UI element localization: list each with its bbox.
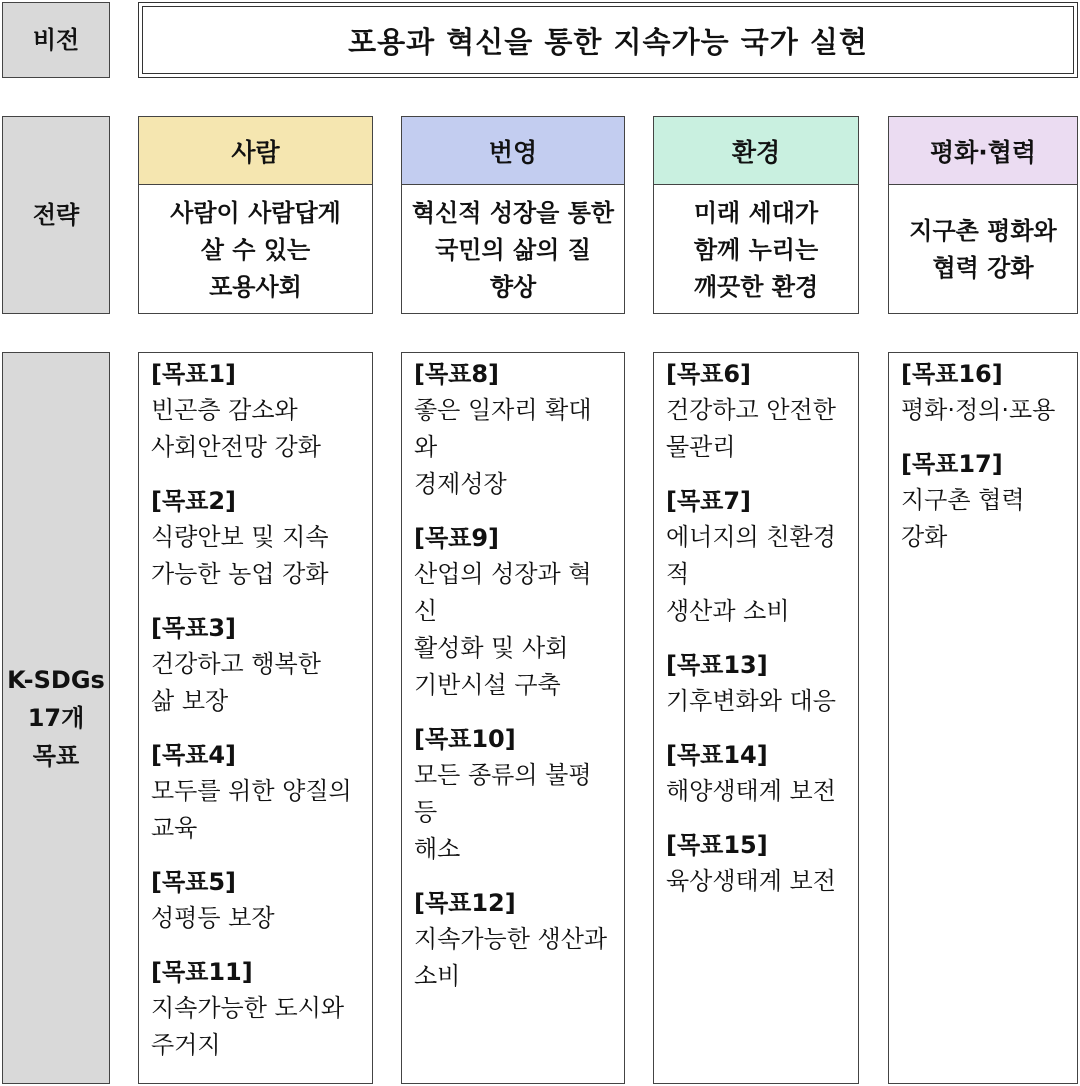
goal-text: 건강하고 안전한 물관리	[666, 396, 836, 461]
goals-column-people	[138, 352, 373, 1084]
goal-text: 모든 종류의 불평등 해소	[414, 761, 592, 863]
goal-label: [목표11]	[151, 958, 253, 986]
goals-row-label: K-SDGs 17개 목표	[2, 352, 110, 1084]
goal-item	[666, 356, 848, 466]
vision-row-label: 비전	[2, 2, 110, 78]
goal-item	[901, 446, 1067, 556]
goal-label: [목표6]	[666, 360, 752, 388]
goal-text: 건강하고 행복한 삶 보장	[151, 650, 321, 715]
goal-item	[414, 885, 614, 995]
goal-item	[666, 737, 848, 810]
strategy-peace	[888, 116, 1078, 314]
goal-item	[151, 610, 362, 720]
goal-label: [목표13]	[666, 651, 768, 679]
strategy-prosperity-title: 번영	[402, 117, 624, 185]
goal-text: 기후변화와 대응	[666, 687, 836, 715]
strategy-prosperity-desc: 혁신적 성장을 통한 국민의 삶의 질 향상	[411, 198, 615, 301]
strategy-planet-title: 환경	[654, 117, 858, 185]
goal-text: 모두를 위한 양질의 교육	[151, 777, 352, 842]
goal-item	[414, 721, 614, 868]
goal-label: [목표2]	[151, 487, 237, 515]
goal-text: 해양생태계 보전	[666, 777, 836, 805]
strategy-planet	[653, 116, 859, 314]
goal-item	[151, 483, 362, 593]
goal-label: [목표14]	[666, 741, 768, 769]
goal-text: 지속가능한 도시와 주거지	[151, 994, 345, 1059]
goal-label: [목표1]	[151, 360, 237, 388]
vision-text: 포용과 혁신을 통한 지속가능 국가 실현	[142, 6, 1074, 74]
goal-label: [목표12]	[414, 889, 516, 917]
goal-item	[151, 954, 362, 1064]
goal-item	[414, 520, 614, 704]
strategy-peace-title: 평화·협력	[889, 117, 1077, 185]
goal-text: 산업의 성장과 혁신 활성화 및 사회 기반시설 구축	[414, 560, 592, 699]
goal-text: 좋은 일자리 확대와 경제성장	[414, 396, 592, 498]
goal-label: [목표5]	[151, 868, 237, 896]
goal-label: [목표15]	[666, 831, 768, 859]
goal-text: 육상생태계 보전	[666, 867, 836, 895]
strategy-row-label: 전략	[2, 116, 110, 314]
goals-column-peace	[888, 352, 1078, 1084]
strategy-planet-desc: 미래 세대가 함께 누리는 깨끗한 환경	[693, 198, 819, 301]
goal-item	[414, 356, 614, 503]
strategy-people-title: 사람	[139, 117, 372, 185]
goal-text: 지구촌 협력 강화	[901, 486, 1025, 551]
vision-box	[138, 2, 1078, 78]
goal-text: 성평등 보장	[151, 904, 275, 932]
goal-item	[151, 356, 362, 466]
goal-label: [목표4]	[151, 741, 237, 769]
strategy-peace-desc: 지구촌 평화와 협력 강화	[909, 217, 1057, 282]
goal-text: 평화·정의·포용	[901, 396, 1056, 424]
goal-label: [목표3]	[151, 614, 237, 642]
goal-item	[151, 864, 362, 937]
goal-text: 지속가능한 생산과 소비	[414, 925, 608, 990]
goal-label: [목표10]	[414, 725, 516, 753]
strategy-people-desc: 사람이 사람답게 살 수 있는 포용사회	[170, 198, 341, 301]
goal-item	[901, 356, 1067, 429]
goal-text: 에너지의 친환경적 생산과 소비	[666, 523, 836, 625]
strategy-people	[138, 116, 373, 314]
goal-item	[151, 737, 362, 847]
goal-label: [목표17]	[901, 450, 1003, 478]
goals-column-prosperity	[401, 352, 625, 1084]
strategy-prosperity	[401, 116, 625, 314]
goal-label: [목표9]	[414, 524, 500, 552]
goal-label: [목표8]	[414, 360, 500, 388]
goal-text: 빈곤층 감소와 사회안전망 강화	[151, 396, 321, 461]
goal-item	[666, 647, 848, 720]
goal-label: [목표7]	[666, 487, 752, 515]
goal-label: [목표16]	[901, 360, 1003, 388]
goals-column-planet	[653, 352, 859, 1084]
goal-item	[666, 483, 848, 630]
goal-text: 식량안보 및 지속 가능한 농업 강화	[151, 523, 329, 588]
goal-item	[666, 827, 848, 900]
